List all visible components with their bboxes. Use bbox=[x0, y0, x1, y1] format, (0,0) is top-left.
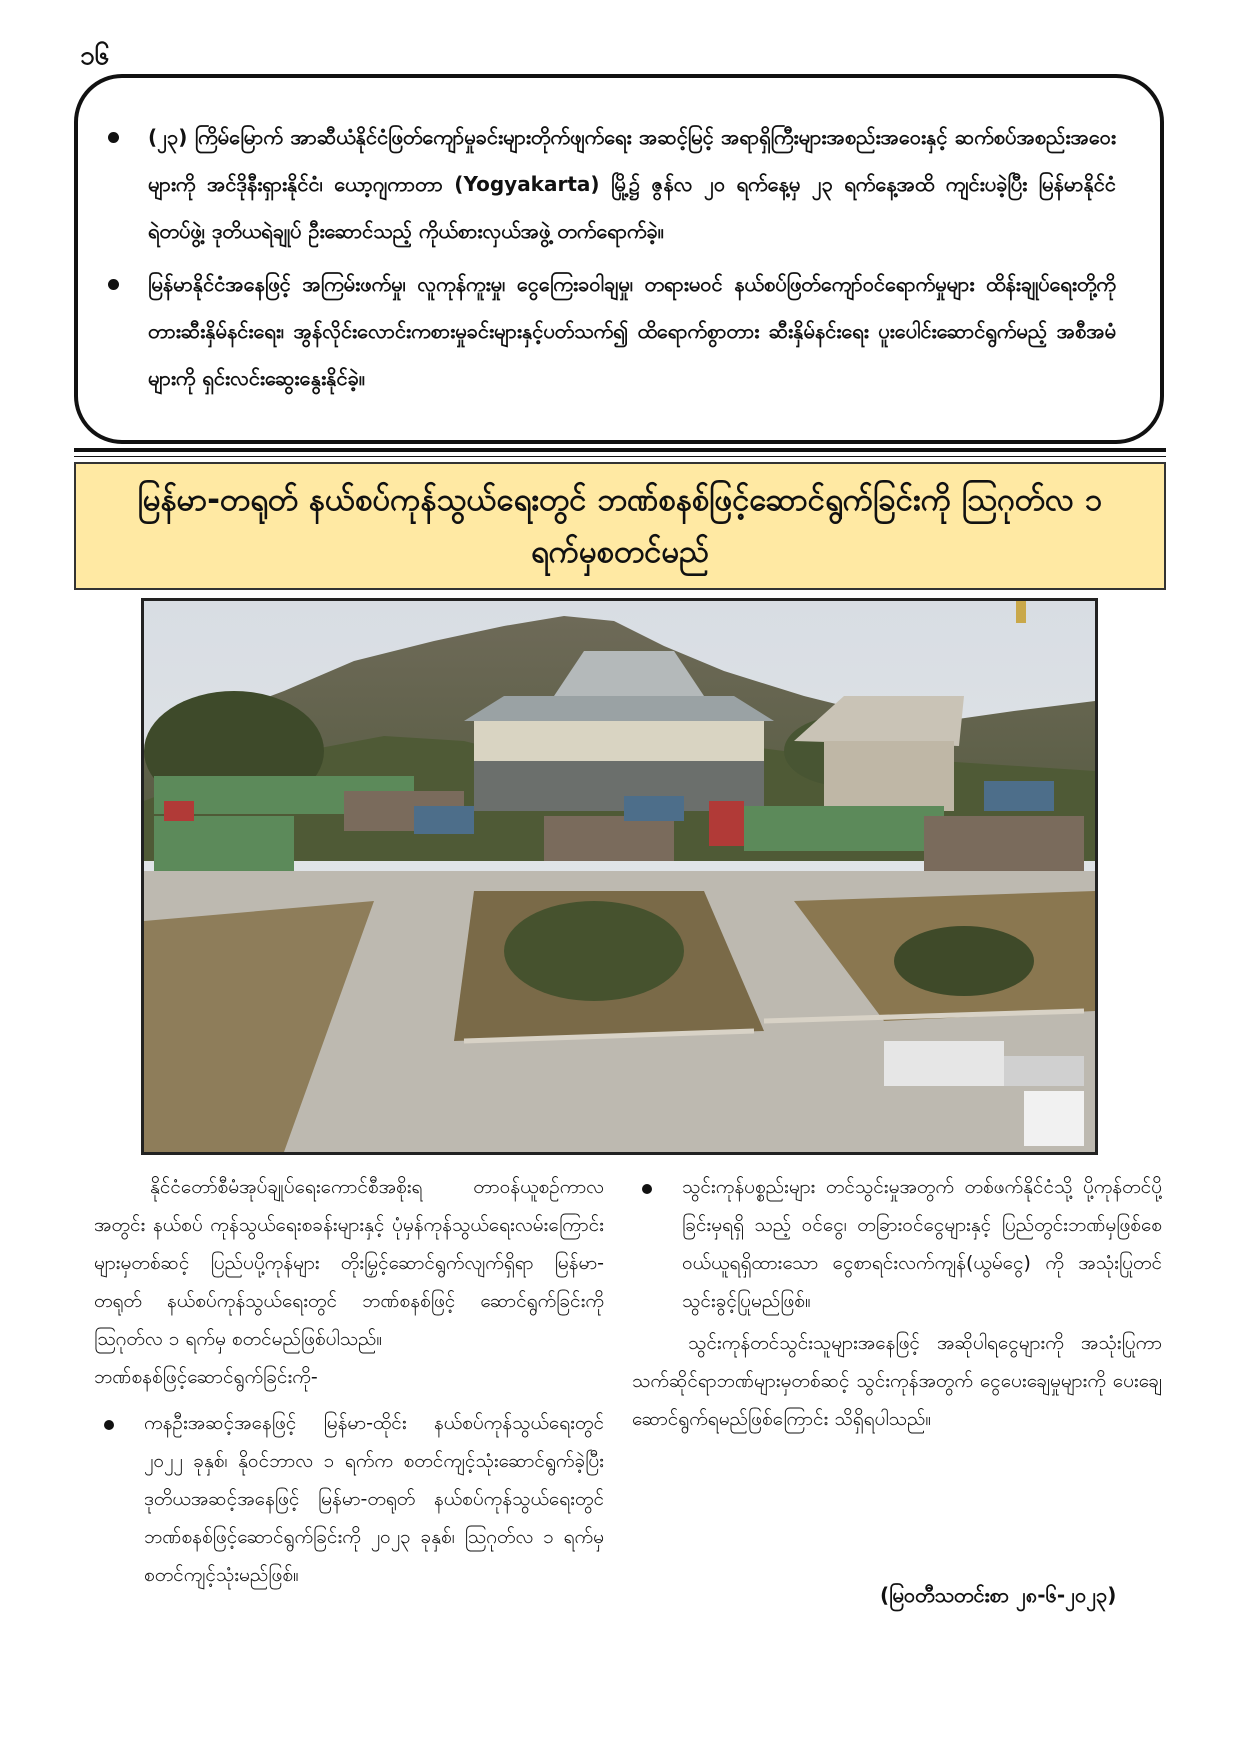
source-citation: (မြဝတီသတင်းစာ ၂၈-၆-၂၀၂၃) bbox=[880, 1583, 1117, 1607]
article-intro: နိုင်ငံတော်စီမံအုပ်ချုပ်ရေးကောင်စီအစိုးရ တာဝန်ယူစဉ်ကာလအတွင်း နယ်စပ် ကုန်သွယ်ရေးစခန်းများနှင့် ပုံမှန်ကုန်သွယ်ရေးလမ်းကြောင်းများမှတစ်ဆင့် ပြည်ပပို့ကုန်များ တိုးမြှင့်ဆောင်ရွက်လျက်ရှိရာ မြန်မာ-တရုတ် နယ်စပ်ကုန်သွယ်ရေးတွင် ဘဏ်စနစ်ဖြင့် ဆောင်ရွက်ခြင်းကို ဩဂုတ်လ ၁ ရက်မှ စတင်မည်ဖြစ်ပါသည်။ bbox=[94, 1176, 604, 1350]
article-left-column bbox=[94, 1168, 604, 1594]
border-trade-photo bbox=[141, 598, 1098, 1155]
article-bullet-left: ကနဦးအဆင့်အနေဖြင့် မြန်မာ-ထိုင်း နယ်စပ်ကုန်သွယ်ရေးတွင် ၂၀၂၂ ခုနှစ်၊ နိုဝင်ဘာလ ၁ ရက်က စတင်ကျင့်သုံးဆောင်ရွက်ခဲ့ပြီး ဒုတိယအဆင့်အနေဖြင့် မြန်မာ-တရုတ် နယ်စပ်ကုန်သွယ်ရေးတွင်ဘဏ်စနစ်ဖြင့်ဆောင်ရွက်ခြင်းကို ၂၀၂၃ ခုနှစ်၊ ဩဂုတ်လ ၁ ရက်မှ စတင်ကျင့်သုံးမည်ဖြစ်။ bbox=[144, 1404, 604, 1594]
article-lead-in: ဘဏ်စနစ်ဖြင့်ဆောင်ရွက်ခြင်းကို- bbox=[94, 1366, 318, 1388]
article-bullet-right: သွင်းကုန်ပစ္စည်းများ တင်သွင်းမှုအတွက် တစ်ဖက်နိုင်ငံသို့ ပို့ကုန်တင်ပို့ခြင်းမှရရှိ သည့် ဝင်ငွေ၊ တခြားဝင်ငွေများနှင့် ပြည်တွင်းဘဏ်မှဖြစ်စေ ဝယ်ယူရရှိထားသော ငွေစာရင်းလက်ကျန်(ယွမ်ငွေ) ကို အသုံးပြုတင်သွင်းခွင့်ပြုမည်ဖြစ်။ bbox=[682, 1168, 1162, 1320]
article-right-column bbox=[632, 1168, 1162, 1438]
summary-box bbox=[74, 74, 1164, 444]
headline-title: မြန်မာ-တရုတ် နယ်စပ်ကုန်သွယ်ရေးတွင် ဘဏ်စနစ်ဖြင့်ဆောင်ရွက်ခြင်းကို ဩဂုတ်လ ၁ ရက်မှစတင်မည် bbox=[137, 482, 1103, 570]
headline-banner bbox=[74, 462, 1166, 590]
divider-thin bbox=[74, 456, 1166, 457]
summary-bullet-1: (၂၃) ကြိမ်မြောက် အာဆီယံနိုင်ငံဖြတ်ကျော်မှုခင်းများတိုက်ဖျက်ရေး အဆင့်မြင့် အရာရှိကြီးများအစည်းအဝေးနှင့် ဆက်စပ်အစည်းအဝေးများကို အင်ဒိုနီးရှားနိုင်ငံ၊ ယော့ဂျကာတာ (Yogyakarta) မြို့၌ ဇွန်လ ၂၀ ရက်နေ့မှ ၂၃ ရက်နေ့အထိ ကျင်းပခဲ့ပြီး မြန်မာနိုင်ငံရဲတပ်ဖွဲ့၊ ဒုတိယရဲချုပ် ဦးဆောင်သည့် ကိုယ်စားလှယ်အဖွဲ့ တက်ရောက်ခဲ့။ bbox=[148, 114, 1116, 255]
right-bullet-list bbox=[632, 1168, 1162, 1320]
summary-bullet-2: မြန်မာနိုင်ငံအနေဖြင့် အကြမ်းဖက်မှု၊ လူကုန်ကူးမှု၊ ငွေကြေးခဝါချမှု၊ တရားမဝင် နယ်စပ်ဖြတ်ကျော်ဝင်ရောက်မှုများ ထိန်းချုပ်ရေးတို့ကို တားဆီးနှိမ်နင်းရေး၊ အွန်လိုင်းလောင်းကစားမှုခင်းများနှင့်ပတ်သက်၍ ထိရောက်စွာတား ဆီးနှိမ်နင်းရေး ပူးပေါင်းဆောင်ရွက်မည့် အစီအမံများကို ရှင်းလင်းဆွေးနွေးနိုင်ခဲ့။ bbox=[148, 261, 1116, 402]
page-number: ၁၆ bbox=[80, 41, 110, 71]
divider-thick bbox=[74, 448, 1166, 452]
article-closing: သွင်းကုန်တင်သွင်းသူများအနေဖြင့် အဆိုပါရငွေများကို အသုံးပြုကာ သက်ဆိုင်ရာဘဏ်များမှတစ်ဆင့် သွင်းကုန်အတွက် ငွေပေးချေမှုများကို ပေးချေဆောင်ရွက်ရမည်ဖြစ်ကြောင်း သိရှိရပါသည်။ bbox=[632, 1332, 1162, 1430]
summary-list bbox=[78, 78, 1160, 402]
left-bullet-list bbox=[94, 1404, 604, 1594]
